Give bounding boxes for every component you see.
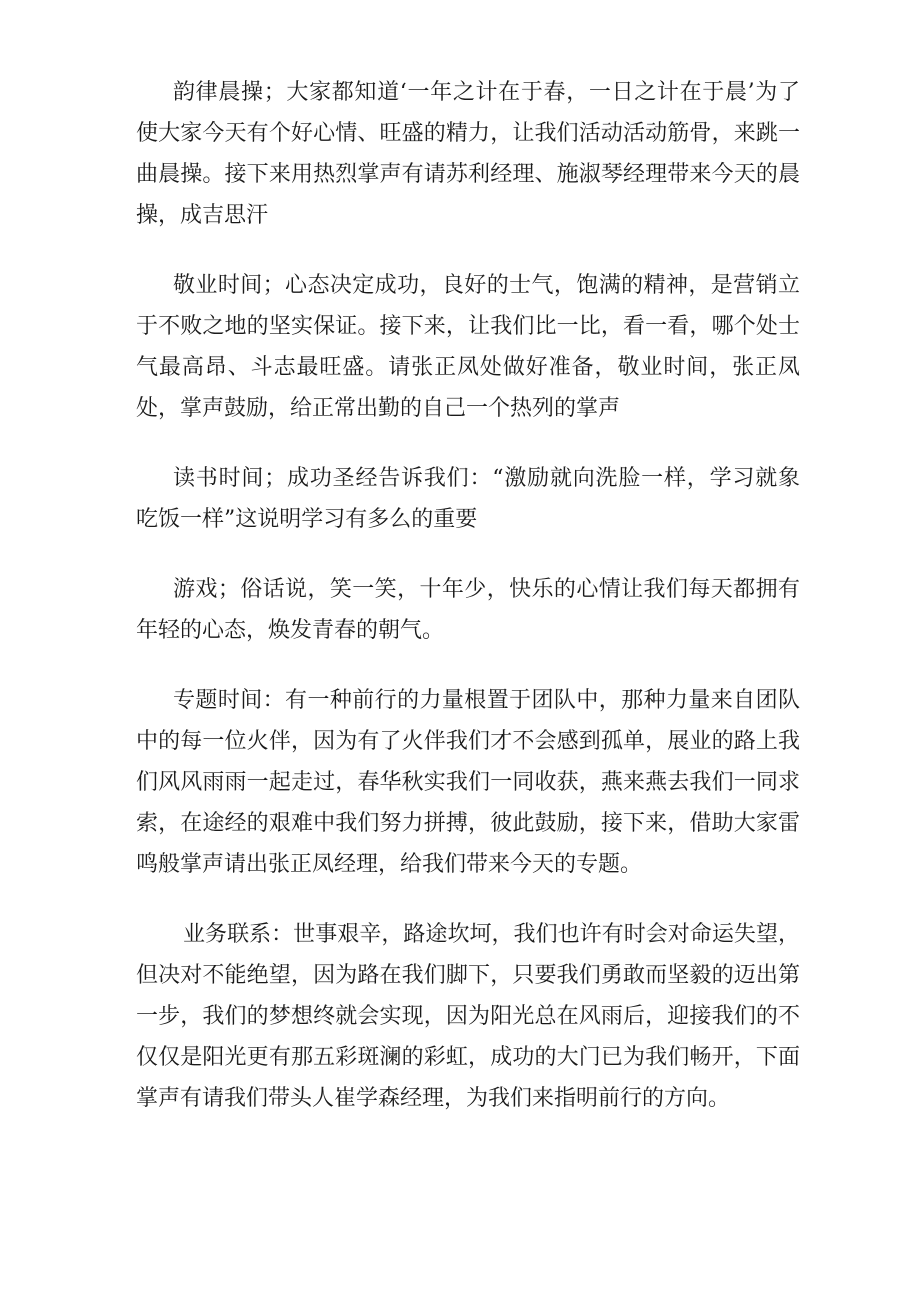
document-page <box>136 72 800 1148</box>
paragraph-game: 游戏；俗话说，笑一笑，十年少，快乐的心情让我们每天都拥有年轻的心态，焕发青春的朝气。 <box>136 577 800 643</box>
paragraph-reading-time: 读书时间；成功圣经告诉我们：“激励就向洗脸一样，学习就象吃饭一样”这说明学习有多么的重要 <box>136 466 800 532</box>
paragraph-dedication-time: 敬业时间；心态决定成功，良好的士气，饱满的精神，是营销立于不败之地的坚实保证。接下来，让我们比一比，看一看，哪个处士气最高昂、斗志最旺盛。请张正凤处做好准备，敬业时间，张正凤处，掌声鼓励，给正常出勤的自己一个热列的掌声 <box>136 273 800 421</box>
paragraph-morning-exercise: 韵律晨操；大家都知道‘一年之计在于春，一日之计在于晨’为了使大家今天有个好心情、旺盛的精力，让我们活动活动筋骨，来跳一曲晨操。接下来用热烈掌声有请苏利经理、施淑琴经理带来今天的晨操，成吉思汗 <box>136 80 800 228</box>
paragraph-business-contact: 业务联系：世事艰辛，路途坎坷，我们也许有时会对命运失望，但决对不能绝望，因为路在我们脚下，只要我们勇敢而坚毅的迈出第一步，我们的梦想终就会实现，因为阳光总在风雨后，迎接我们的不仅仅是阳光更有那五彩斑澜的彩虹，成功的大门已为我们畅开，下面掌声有请我们带头人崔学森经理，为我们来指明前行的方向。 <box>136 922 800 1111</box>
paragraph-topic-time: 专题时间：有一种前行的力量根置于团队中，那种力量来自团队中的每一位火伴，因为有了火伴我们才不会感到孤单，展业的路上我们风风雨雨一起走过，春华秋实我们一同收获，燕来燕去我们一同求索，在途经的艰难中我们努力拼搏，彼此鼓励，接下来，借助大家雷鸣般掌声请出张正凤经理，给我们带来今天的专题。 <box>136 688 800 877</box>
